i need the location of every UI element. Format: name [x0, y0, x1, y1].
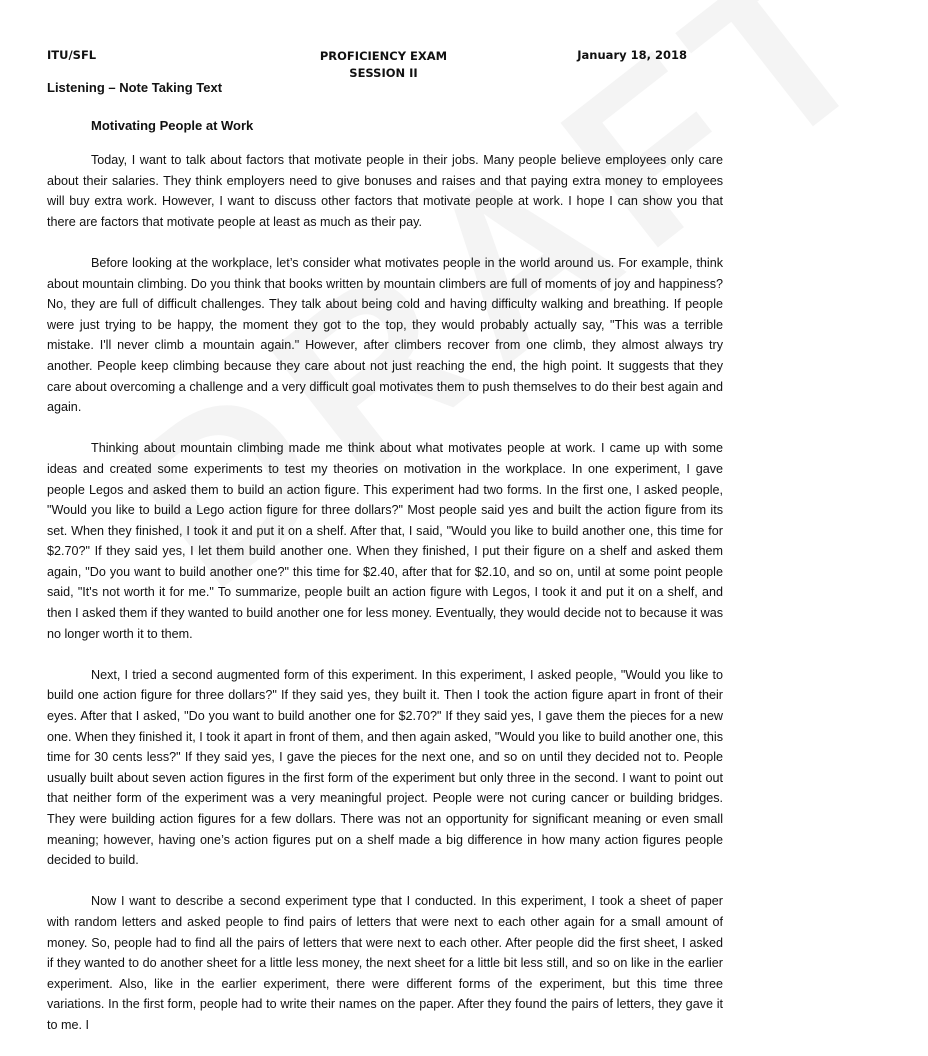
- paragraph: Now I want to describe a second experiment type that I conducted. In this experiment, I took a sheet of paper with random letters and asked people to find pairs of letters that were next to each other again for a small amount of money. So, people had to find all the pairs of letters that were next to each other. After people did the first sheet, I asked if they wanted to do another sheet for a little less money, the next sheet for a little bit less still, and so on like in the earlier experiment. Also, like in the earlier experiment, there were different forms of the experiment, but this time three variations. In the first form, people had to write their names on the paper. After they found the pairs of letters, they gave it to me. I: [47, 894, 723, 1032]
- header-exam-name: PROFICIENCY EXAM: [319, 49, 448, 63]
- paragraph: Next, I tried a second augmented form of this experiment. In this experiment, I asked people, "Would you like to build one action figure for three dollars?" If they said yes, they built it. Then I took the action figure apart in front of their eyes. After that I asked, "Do you want to build another one for $2.70?" If they said yes, I gave them the pieces for a new one. When they finished it, I took it apart in front of them, and then again asked, "Would you like to build another one, this time for 30 cents less?" If they said yes, I gave the pieces for the next one, and so on until they decided not to. People usually built about seven action figures in the first form of the experiment but only three in the second. I want to point out that neither form of the experiment was a very meaningful project. People were not curing cancer or building bridges. They were building action figures for a few dollars. There was not an opportunity for significant meaning or even small meaning; however, having one’s action figures put on a shelf made a big difference in how many action figures people decided to build.: [47, 667, 723, 868]
- page-header: [47, 45, 720, 85]
- header-date: January 18, 2018: [577, 48, 687, 62]
- body-text: [47, 150, 723, 1056]
- header-session: SESSION II: [349, 66, 418, 80]
- paragraph: Today, I want to talk about factors that motivate people in their jobs. Many people believe employees only care about their salaries. They think employers need to give bonuses and raises and that paying extra money to employees will buy extra work. However, I want to discuss other factors that motivate people at work. I hope I can show you that there are factors that motivate people at least as much as their pay.: [47, 153, 723, 229]
- paragraph: Thinking about mountain climbing made me think about what motivates people at work. I came up with some ideas and created some experiments to test my theories on motivation in the workplace. In one experiment, I gave people Legos and asked them to build an action figure. This experiment had two forms. In the first one, I asked people, "Would you like to build a Lego action figure for three dollars?" Most people said yes and built the action figure from its set. When they finished, I took it and put it on a shelf. After that, I said, "Would you like to build another one, this time for $2.70?" If they said yes, I let them build another one. When they finished, I put their figure on a shelf and asked them again, "Do you want to build another one?" this time for $2.40, after that for $2.10, and so on, until at some point people said, "It's not worth it for me." To summarize, people built an action figure with Legos, I took it and put it on a shelf, and then I asked them if they wanted to build another one for less money. Eventually, they would decide not to because it was no longer worth it to them.: [47, 441, 723, 641]
- paragraph: Before looking at the workplace, let’s consider what motivates people in the world around us. For example, think about mountain climbing. Do you think that books written by mountain climbers are full of moments of joy and happiness? No, they are full of difficult challenges. They talk about being cold and having difficulty walking and breathing. If people were just trying to be happy, the moment they got to the top, they would probably actually say, "This was a terrible mistake. I'll never climb a mountain again." However, after climbers recover from one climb, they almost always try another. People keep climbing because they care about not just reaching the end, the high point. It suggests that they care about overcoming a challenge and a very difficult goal motivates them to push themselves to do their best again and again.: [47, 255, 723, 415]
- section-heading: Listening – Note Taking Text: [47, 80, 223, 95]
- text-title: Motivating People at Work: [91, 118, 254, 133]
- header-institution: ITU/SFL: [47, 48, 97, 62]
